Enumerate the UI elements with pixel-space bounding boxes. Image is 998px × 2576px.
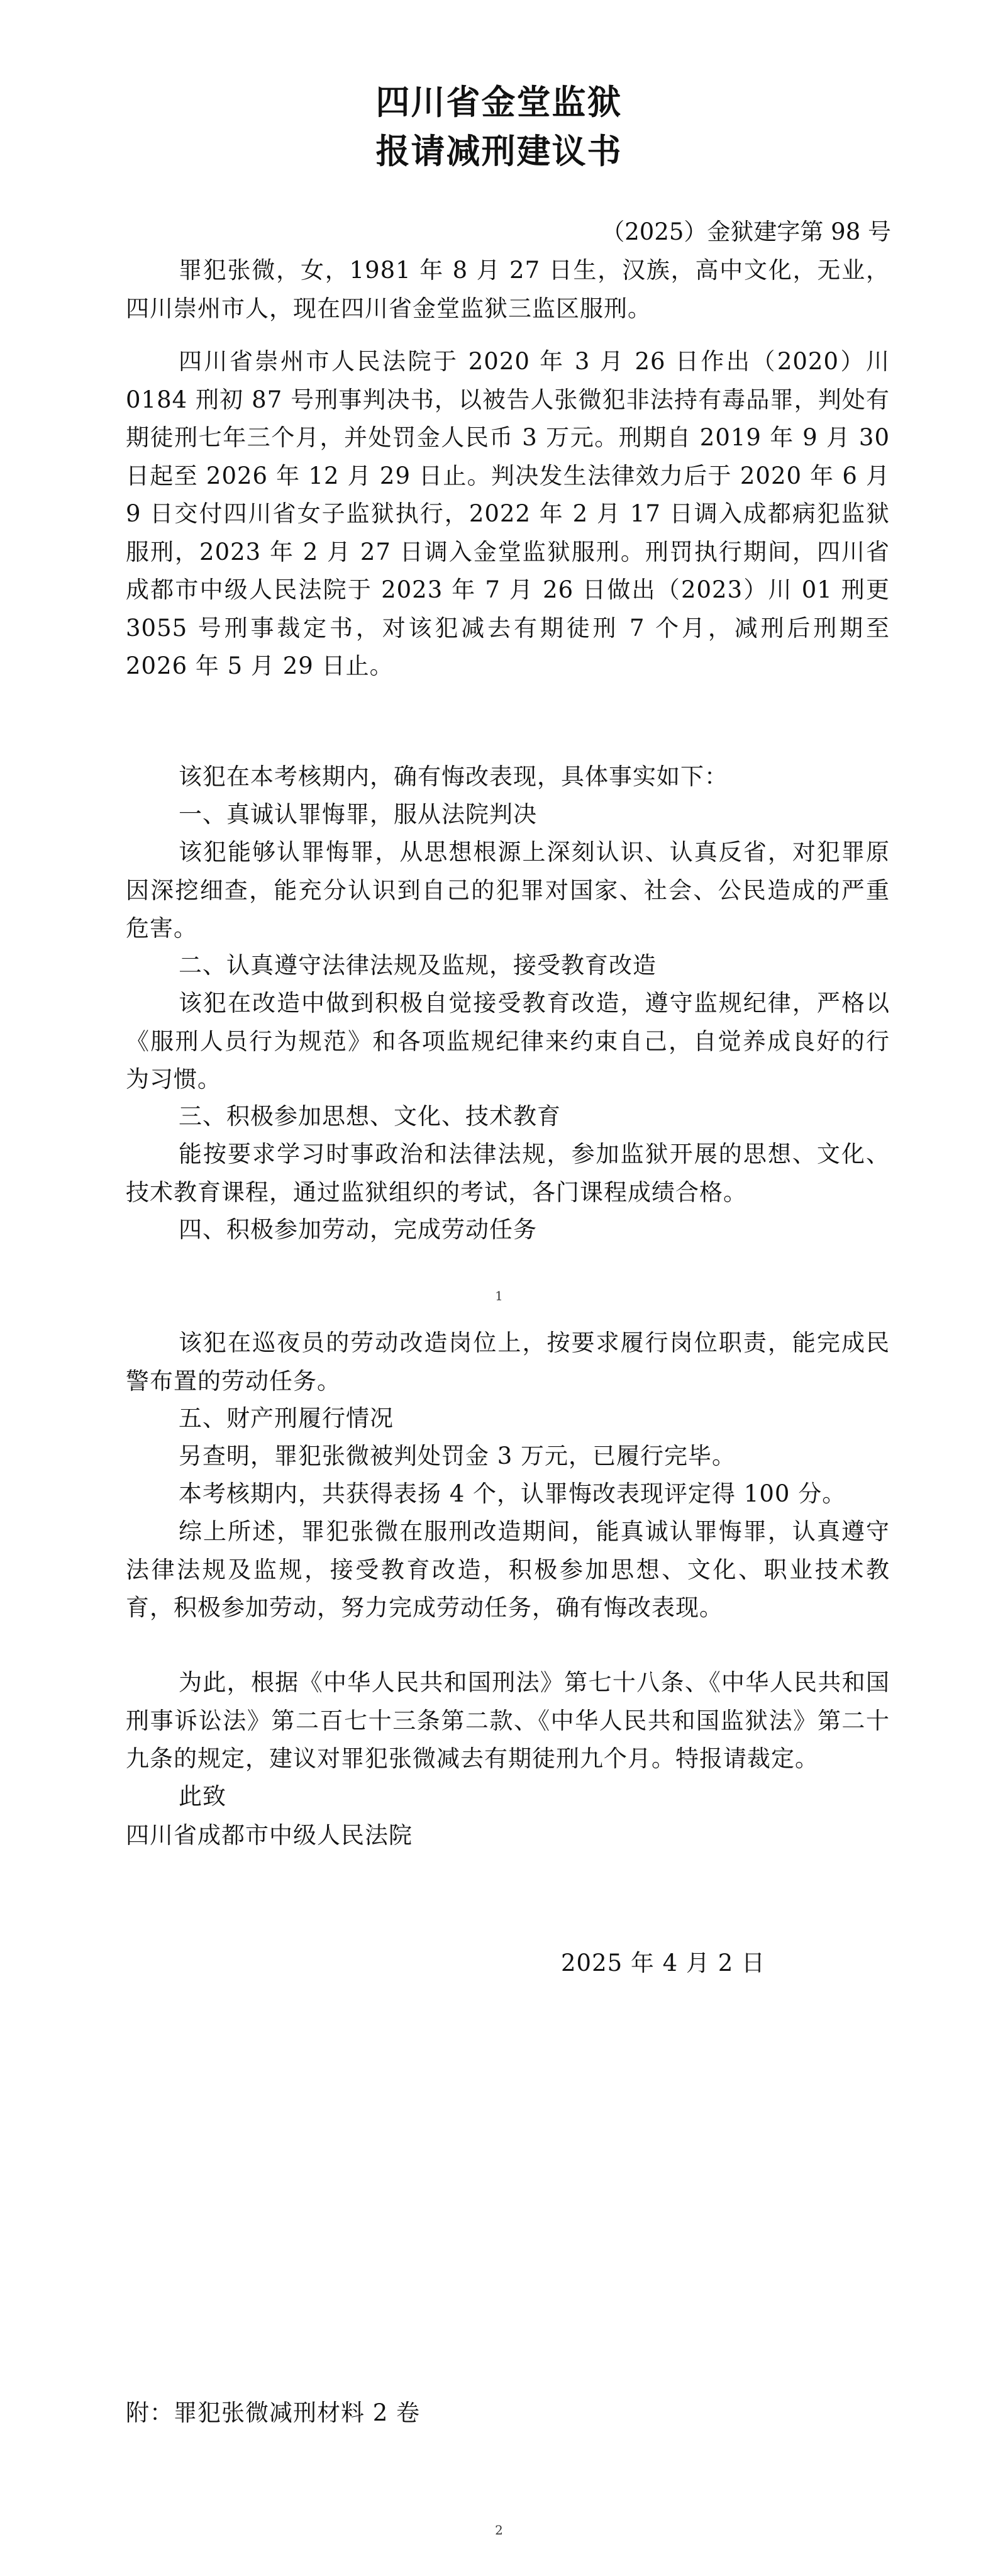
- page-number-2: 2: [495, 2523, 503, 2538]
- document-date: 2025 年 4 月 2 日: [561, 1949, 766, 1977]
- section-heading-2: 二、认真遵守法律法规及监规，接受教育改造: [179, 952, 657, 979]
- page-number-1: 1: [495, 1288, 503, 1303]
- attachment-note: 附：罪犯张微减刑材料 2 卷: [126, 2399, 421, 2426]
- document-title-line2: 报请减刑建议书: [375, 131, 623, 171]
- section-heading-4: 四、积极参加劳动，完成劳动任务: [179, 1216, 537, 1243]
- section-2-paragraph: 该犯在改造中做到积极自觉接受教育改造，遵守监规纪律，严格以《服刑人员行为规范》和各项监规纪律来约束自己，自觉养成良好的行为习惯。: [126, 990, 890, 1093]
- closing-salutation: 此致: [179, 1783, 226, 1810]
- criminal-info-paragraph: 罪犯张微，女，1981 年 8 月 27 日生，汉族，高中文化，无业，四川崇州市人，现在四川省金堂监狱三监区服刑。: [126, 257, 890, 322]
- section-4-paragraph: 该犯在巡夜员的劳动改造岗位上，按要求履行岗位职责，能完成民警布置的劳动任务。: [126, 1329, 890, 1395]
- recommendation-paragraph: 为此，根据《中华人民共和国刑法》第七十八条、《中华人民共和国刑事诉讼法》第二百七十三条第二款、《中华人民共和国监狱法》第二十九条的规定，建议对罪犯张微减去有期徒刑九个月。特报请裁定。: [126, 1669, 890, 1772]
- recipient-court: 四川省成都市中级人民法院: [126, 1822, 413, 1849]
- section-heading-3: 三、积极参加思想、文化、技术教育: [179, 1103, 561, 1130]
- document-title-line1: 四川省金堂监狱: [375, 82, 623, 122]
- section-heading-5: 五、财产刑履行情况: [179, 1405, 394, 1432]
- assessment-paragraph: 本考核期内，共获得表扬 4 个，认罪悔改表现评定得 100 分。: [179, 1480, 846, 1507]
- section-5-paragraph: 另查明，罪犯张微被判处罚金 3 万元，已履行完毕。: [179, 1442, 736, 1469]
- section-1-paragraph: 该犯能够认罪悔罪，从思想根源上深刻认识、认真反省，对犯罪原因深挖细查，能充分认识到自己的犯罪对国家、社会、公民造成的严重危害。: [126, 839, 890, 942]
- document-number: （2025）金狱建字第 98 号: [601, 218, 891, 245]
- sentence-history-paragraph: 四川省崇州市人民法院于 2020 年 3 月 26 日作出（2020）川 0184 刑初 87 号刑事判决书，以被告人张微犯非法持有毒品罪，判处有期徒刑七年三个月，并处罚金人民币 3 万元。刑期自 2019 年 9 月 30 日起至 2026 年 12 月 29 日止。判决发生法律效力后于 2020 年 6 月 9 日交付四川省女子监狱执行，2022 年 2 月 17 日调入成都病犯监狱服刑，2023 年 2 月 27 日调入金堂监狱服刑。刑罚执行期间，四川省成都市中级人民法院于 2023 年 7 月 26 日做出（2023）川 01 刑更 3055 号刑事裁定书，对该犯减去有期徒刑 7 个月，减刑后刑期至 2026 年 5 月 29 日止。: [126, 348, 890, 679]
- section-3-paragraph: 能按要求学习时事政治和法律法规，参加监狱开展的思想、文化、技术教育课程，通过监狱组织的考试，各门课程成绩合格。: [126, 1140, 890, 1206]
- summary-paragraph: 综上所述，罪犯张微在服刑改造期间，能真诚认罪悔罪，认真遵守法律法规及监规，接受教育改造，积极参加思想、文化、职业技术教育，积极参加劳动，努力完成劳动任务，确有悔改表现。: [126, 1518, 890, 1621]
- facts-intro-paragraph: 该犯在本考核期内，确有悔改表现，具体事实如下：: [179, 763, 728, 790]
- section-heading-1: 一、真诚认罪悔罪，服从法院判决: [179, 801, 537, 828]
